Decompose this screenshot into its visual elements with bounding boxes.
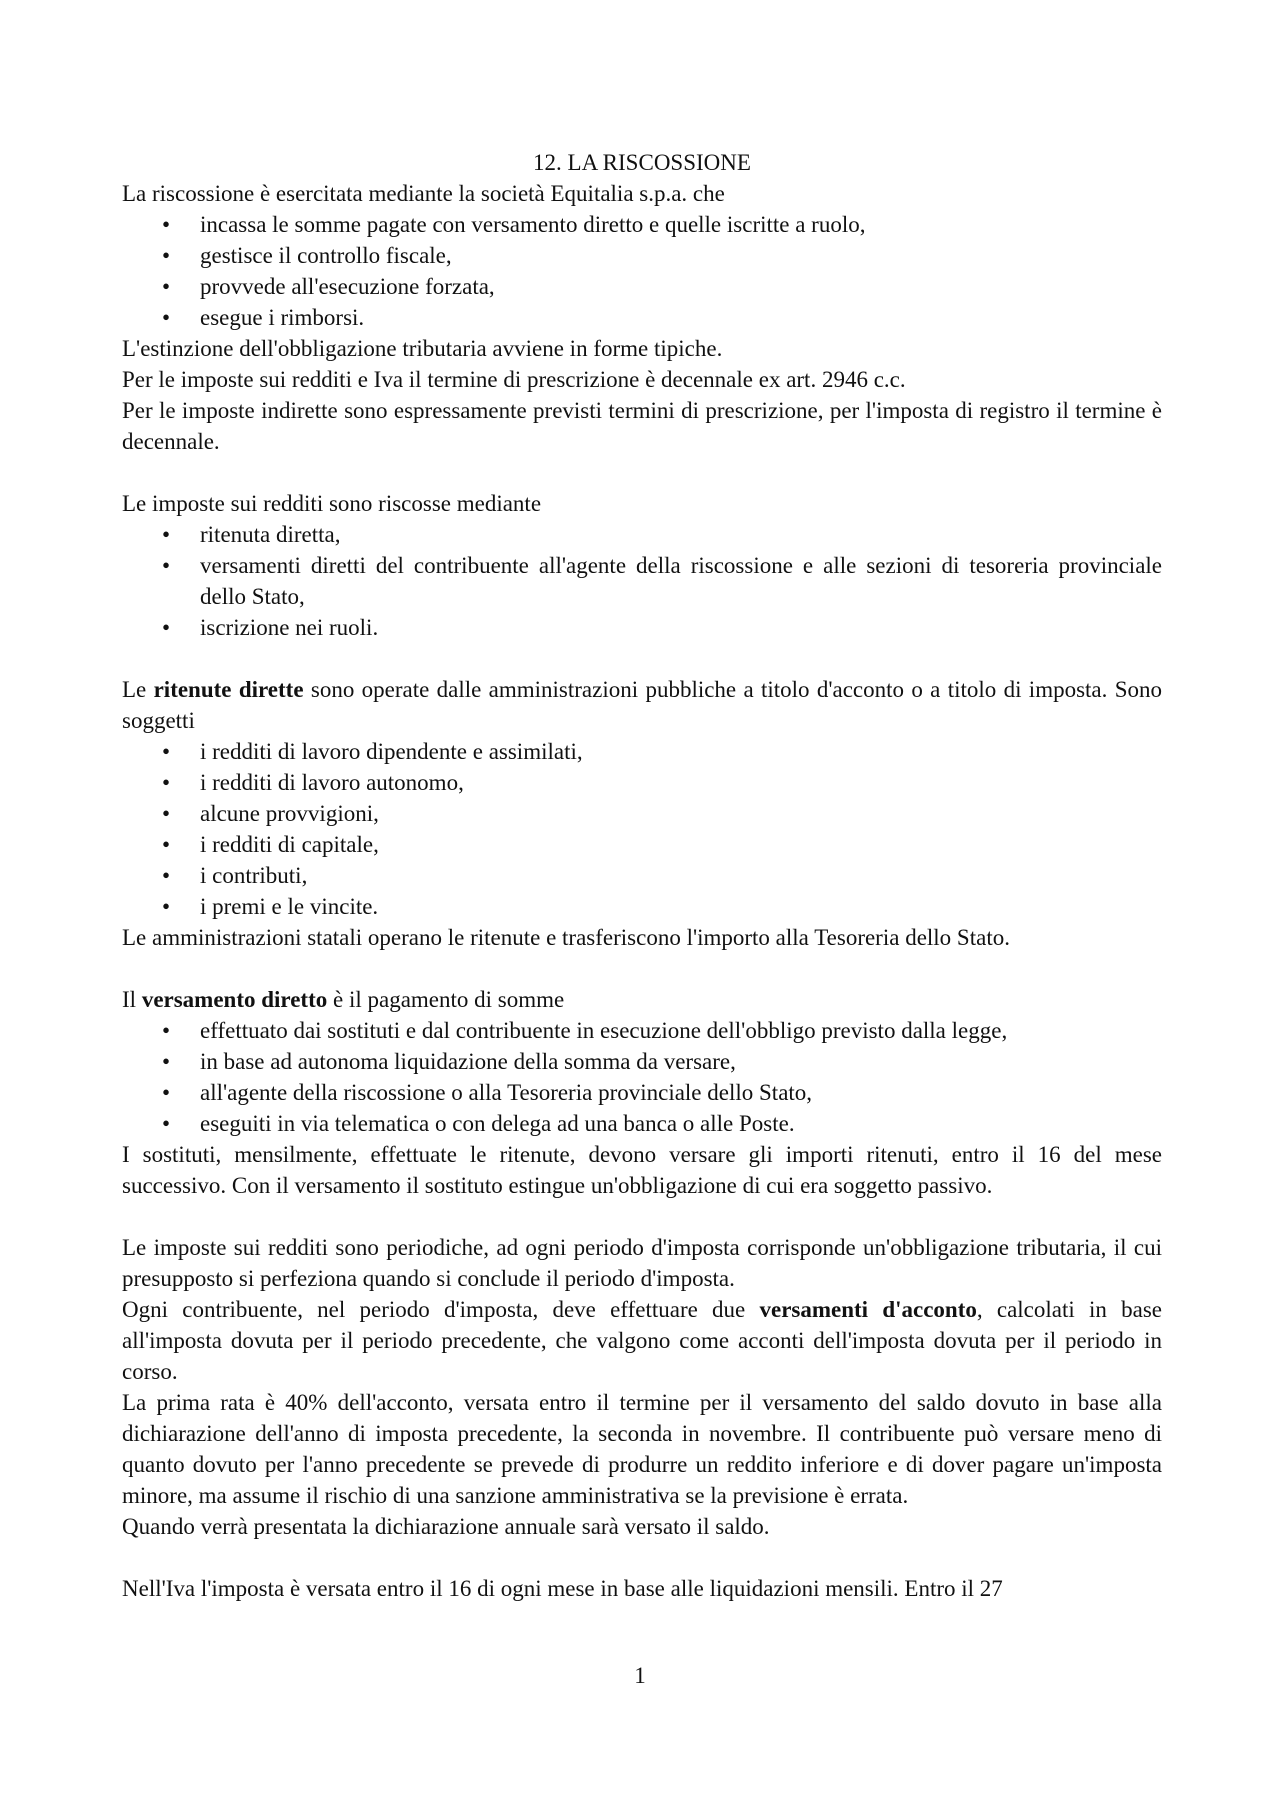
list-item: • gestisce il controllo fiscale, [122,240,1162,271]
bullet-icon: • [162,770,171,795]
section1-intro: La riscossione è esercitata mediante la società Equitalia s.p.a. che [122,181,725,206]
list-item: • provvede all'esecuzione forzata, [122,271,1162,302]
term-versamenti-acconto: versamenti d'acconto [759,1297,977,1322]
paragraph: I sostituti, mensilmente, effettuate le ritenute, devono versare gli importi ritenuti, entro il 16 del mese successivo. Con il versamento il sostituto estingue un'obbligazione di cui era soggetto passivo. [122,1142,1162,1198]
section4-intro: Il versamento diretto è il pagamento di somme [122,987,565,1012]
bullet-icon: • [162,305,171,330]
bullet-icon: • [162,615,171,640]
section3-list [122,736,1162,922]
page-title: 12. LA RISCOSSIONE [533,150,751,175]
bullet-icon: • [162,553,171,578]
bullet-icon: • [162,522,171,547]
bullet-icon: • [162,1111,171,1136]
list-item: • i redditi di lavoro dipendente e assimilati, [122,736,1162,767]
page-number: 1 [634,1663,646,1688]
list-item: • i premi e le vincite. [122,891,1162,922]
paragraph: Le amministrazioni statali operano le ritenute e trasferiscono l'importo alla Tesoreria dello Stato. [122,925,1010,950]
term-ritenute-dirette: ritenute dirette [153,677,304,702]
section2-list [122,519,1162,643]
bullet-icon: • [162,801,171,826]
bullet-icon: • [162,1080,171,1105]
paragraph: Le imposte sui redditi sono periodiche, ad ogni periodo d'imposta corrisponde un'obbligazione tributaria, il cui presupposto si perfeziona quando si conclude il periodo d'imposta. [122,1235,1162,1291]
section4-list [122,1015,1162,1139]
paragraph: L'estinzione dell'obbligazione tributaria avviene in forme tipiche. [122,336,723,361]
list-item: • versamenti diretti del contribuente all'agente della riscossione e alle sezioni di tesoreria provinciale dello Stato, [122,550,1162,612]
list-item: • i contributi, [122,860,1162,891]
bullet-icon: • [162,739,171,764]
paragraph: La prima rata è 40% dell'acconto, versata entro il termine per il versamento del saldo dovuto in base alla dichiarazione dell'anno di imposta precedente, la seconda in novembre. Il contribuente può versare meno di quanto dovuto per l'anno precedente se prevede di produrre un reddito inferiore e di dover pagare un'imposta minore, ma assume il rischio di una sanzione amministrativa se la previsione è errata. [122,1390,1162,1508]
paragraph: Ogni contribuente, nel periodo d'imposta, deve effettuare due versamenti d'acconto, calcolati in base all'imposta dovuta per il periodo precedente, che valgono come acconti dell'imposta dovuta per il periodo in corso. [122,1297,1162,1384]
list-item: • incassa le somme pagate con versamento diretto e quelle iscritte a ruolo, [122,209,1162,240]
paragraph: Nell'Iva l'imposta è versata entro il 16 di ogni mese in base alle liquidazioni mensili. Entro il 27 [122,1576,1003,1601]
section1-list [122,209,1162,333]
bullet-icon: • [162,1049,171,1074]
list-item: • all'agente della riscossione o alla Tesoreria provinciale dello Stato, [122,1077,1162,1108]
bullet-icon: • [162,274,171,299]
list-item: • iscrizione nei ruoli. [122,612,1162,643]
bullet-icon: • [162,863,171,888]
bullet-icon: • [162,1018,171,1043]
list-item: • i redditi di lavoro autonomo, [122,767,1162,798]
list-item: • alcune provvigioni, [122,798,1162,829]
list-item: • effettuato dai sostituti e dal contribuente in esecuzione dell'obbligo previsto dalla legge, [122,1015,1162,1046]
paragraph: Per le imposte indirette sono espressamente previsti termini di prescrizione, per l'imposta di registro il termine è decennale. [122,398,1162,454]
paragraph: Quando verrà presentata la dichiarazione annuale sarà versato il saldo. [122,1514,770,1539]
bullet-icon: • [162,212,171,237]
list-item: • eseguiti in via telematica o con delega ad una banca o alle Poste. [122,1108,1162,1139]
section3-intro: Le ritenute dirette sono operate dalle amministrazioni pubbliche a titolo d'acconto o a titolo di imposta. Sono soggetti [122,677,1162,733]
list-item: • i redditi di capitale, [122,829,1162,860]
list-item: • esegue i rimborsi. [122,302,1162,333]
document-page [122,147,1162,1604]
bullet-icon: • [162,832,171,857]
list-item: • ritenuta diretta, [122,519,1162,550]
section2-intro: Le imposte sui redditi sono riscosse mediante [122,491,542,516]
paragraph: Per le imposte sui redditi e Iva il termine di prescrizione è decennale ex art. 2946 c.c. [122,367,906,392]
term-versamento-diretto: versamento diretto [141,987,328,1012]
bullet-icon: • [162,894,171,919]
bullet-icon: • [162,243,171,268]
list-item: • in base ad autonoma liquidazione della somma da versare, [122,1046,1162,1077]
